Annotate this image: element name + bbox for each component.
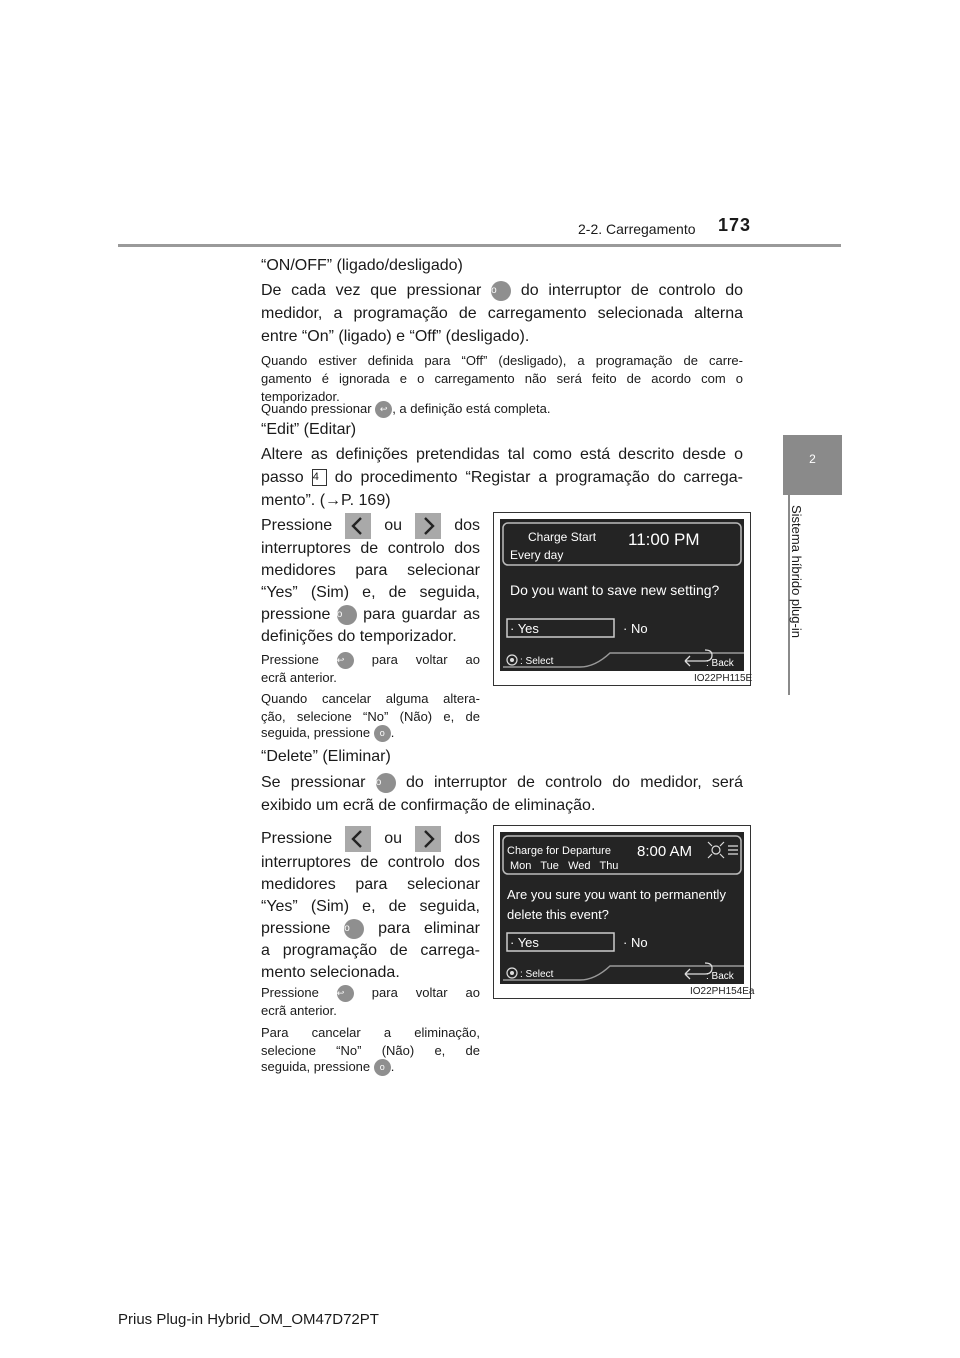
- manual-footer: Prius Plug-in Hybrid_OM_OM47D72PT: [118, 1311, 379, 1328]
- screen2-question-line1[interactable]: Are you sure you want to permanently: [507, 887, 726, 902]
- delete-title: “Delete” (Eliminar): [261, 748, 391, 765]
- chapter-label: Sistema híbrido plug-in: [789, 505, 804, 638]
- delete-left-line1: Pressione ou dos: [261, 826, 480, 852]
- ok-button-icon: o: [374, 1059, 391, 1076]
- edit-left-line1: Pressione ou dos: [261, 513, 480, 539]
- delete-note-line5: seguida, pressione o .: [261, 1058, 394, 1076]
- delete-left-line6: a programação de carrega-: [261, 942, 480, 959]
- back-button-icon: ↩: [337, 652, 354, 669]
- edit-left-line4: “Yes” (Sim) e, de seguida,: [261, 584, 480, 601]
- fan-icon: [708, 842, 738, 858]
- screen1-yes-option[interactable]: · Yes: [510, 621, 539, 636]
- ok-button-icon: o: [376, 773, 396, 793]
- edit-para-line3: mento”. (→P. 169): [261, 492, 391, 509]
- onoff-note-line1: Quando estiver definida para “Off” (desligado), a programação de carre-: [261, 353, 743, 368]
- figure-code: IO22PH154Ea: [690, 986, 755, 997]
- onoff-title: “ON/OFF” (ligado/desligado): [261, 257, 463, 274]
- left-arrow-button-icon: [345, 826, 371, 852]
- step-number-box: 4: [312, 469, 327, 486]
- edit-note-line1: Pressione ↩ para voltar ao: [261, 651, 480, 669]
- delete-left-line2: interruptores de controlo dos: [261, 854, 480, 871]
- onoff-note-line2: gamento é ignorada e o carregamento não será feito de acordo com o: [261, 371, 743, 386]
- delete-para-line1: Se pressionar o do interruptor de controlo do medidor, será: [261, 774, 744, 791]
- ok-button-icon: o: [344, 919, 364, 939]
- edit-left-line2: interruptores de controlo dos: [261, 540, 480, 557]
- screenshot-delete-confirm: [493, 825, 755, 999]
- screen1-select-label: : Select: [520, 656, 554, 667]
- screen2-header1: Charge for Departure: [507, 845, 611, 857]
- onoff-para-line3: entre “On” (ligado) e “Off” (desligado).: [261, 328, 530, 345]
- screen1-no-option[interactable]: · No: [623, 621, 648, 636]
- screen2-yes-option[interactable]: · Yes: [510, 935, 539, 950]
- edit-left-line3: medidores para selecionar: [261, 562, 480, 579]
- delete-left-line4: “Yes” (Sim) e, de seguida,: [261, 898, 480, 915]
- ok-button-icon: o: [374, 725, 391, 742]
- delete-left-line7: mento selecionada.: [261, 964, 400, 981]
- onoff-note-line4: Quando pressionar ↩ , a definição está completa.: [261, 400, 550, 418]
- screen1-question[interactable]: Do you want to save new setting?: [510, 582, 720, 598]
- delete-note-line3: Para cancelar a eliminação,: [261, 1025, 480, 1040]
- back-button-icon: ↩: [375, 401, 392, 418]
- screen1-back-label: : Back: [706, 658, 734, 669]
- screen2-select-label: : Select: [520, 969, 554, 980]
- edit-left-line5: pressione o para guardar as: [261, 606, 480, 623]
- delete-note-line4: selecione “No” (Não) e, de: [261, 1043, 480, 1058]
- edit-left-line6: definições do temporizador.: [261, 628, 457, 645]
- screen1-header1: Charge Start: [528, 530, 597, 544]
- screenshot-save-setting: [493, 512, 751, 686]
- edit-para-line2: passo 4 do procedimento “Registar a programação do carrega-: [261, 469, 743, 486]
- screen1-header2: Every day: [510, 548, 564, 562]
- section-title: 2-2. Carregamento: [578, 221, 696, 237]
- ok-button-icon: o: [491, 281, 511, 301]
- onoff-para-line2: medidor, a programação de carregamento selecionada alterna: [261, 305, 743, 322]
- delete-para-line2: exibido um ecrã de confirmação de eliminação.: [261, 797, 596, 814]
- page-number: 173: [718, 215, 752, 235]
- screen2-days: Mon Tue Wed Thu: [510, 860, 619, 872]
- screen2-back-label: : Back: [706, 971, 734, 982]
- edit-title: “Edit” (Editar): [261, 421, 357, 438]
- delete-note-line1: Pressione ↩ para voltar ao: [261, 984, 480, 1002]
- header-rule: [118, 244, 841, 247]
- screen2-time: 8:00 AM: [637, 843, 693, 860]
- left-arrow-button-icon: [345, 513, 371, 539]
- right-arrow-button-icon: [415, 826, 441, 852]
- display-screen: [500, 519, 744, 671]
- delete-note-line2: ecrã anterior.: [261, 1003, 337, 1018]
- edit-note-line4: ção, selecione “No” (Não) e, de: [261, 709, 480, 724]
- display-screen: [500, 832, 744, 984]
- edit-note-line2: ecrã anterior.: [261, 670, 337, 685]
- delete-left-line5: pressione o para eliminar: [261, 920, 480, 937]
- screen1-time: 11:00 PM: [628, 530, 700, 549]
- right-arrow-button-icon: [415, 513, 441, 539]
- onoff-para-line1: De cada vez que pressionar o do interruptor de controlo do: [261, 282, 743, 299]
- onoff-note-line3: temporizador.: [261, 389, 340, 404]
- delete-left-line3: medidores para selecionar: [261, 876, 480, 893]
- screen2-no-option[interactable]: · No: [623, 935, 648, 950]
- figure-code: IO22PH115E: [694, 673, 753, 684]
- screen2-question-line2[interactable]: delete this event?: [507, 907, 609, 922]
- edit-note-line5: seguida, pressione o .: [261, 724, 394, 742]
- chapter-number: 2: [809, 452, 816, 466]
- edit-note-line3: Quando cancelar alguma altera-: [261, 691, 480, 706]
- ok-button-icon: o: [337, 605, 357, 625]
- edit-para-line1: Altere as definições pretendidas tal como está descrito desde o: [261, 446, 743, 463]
- back-button-icon: ↩: [337, 985, 354, 1002]
